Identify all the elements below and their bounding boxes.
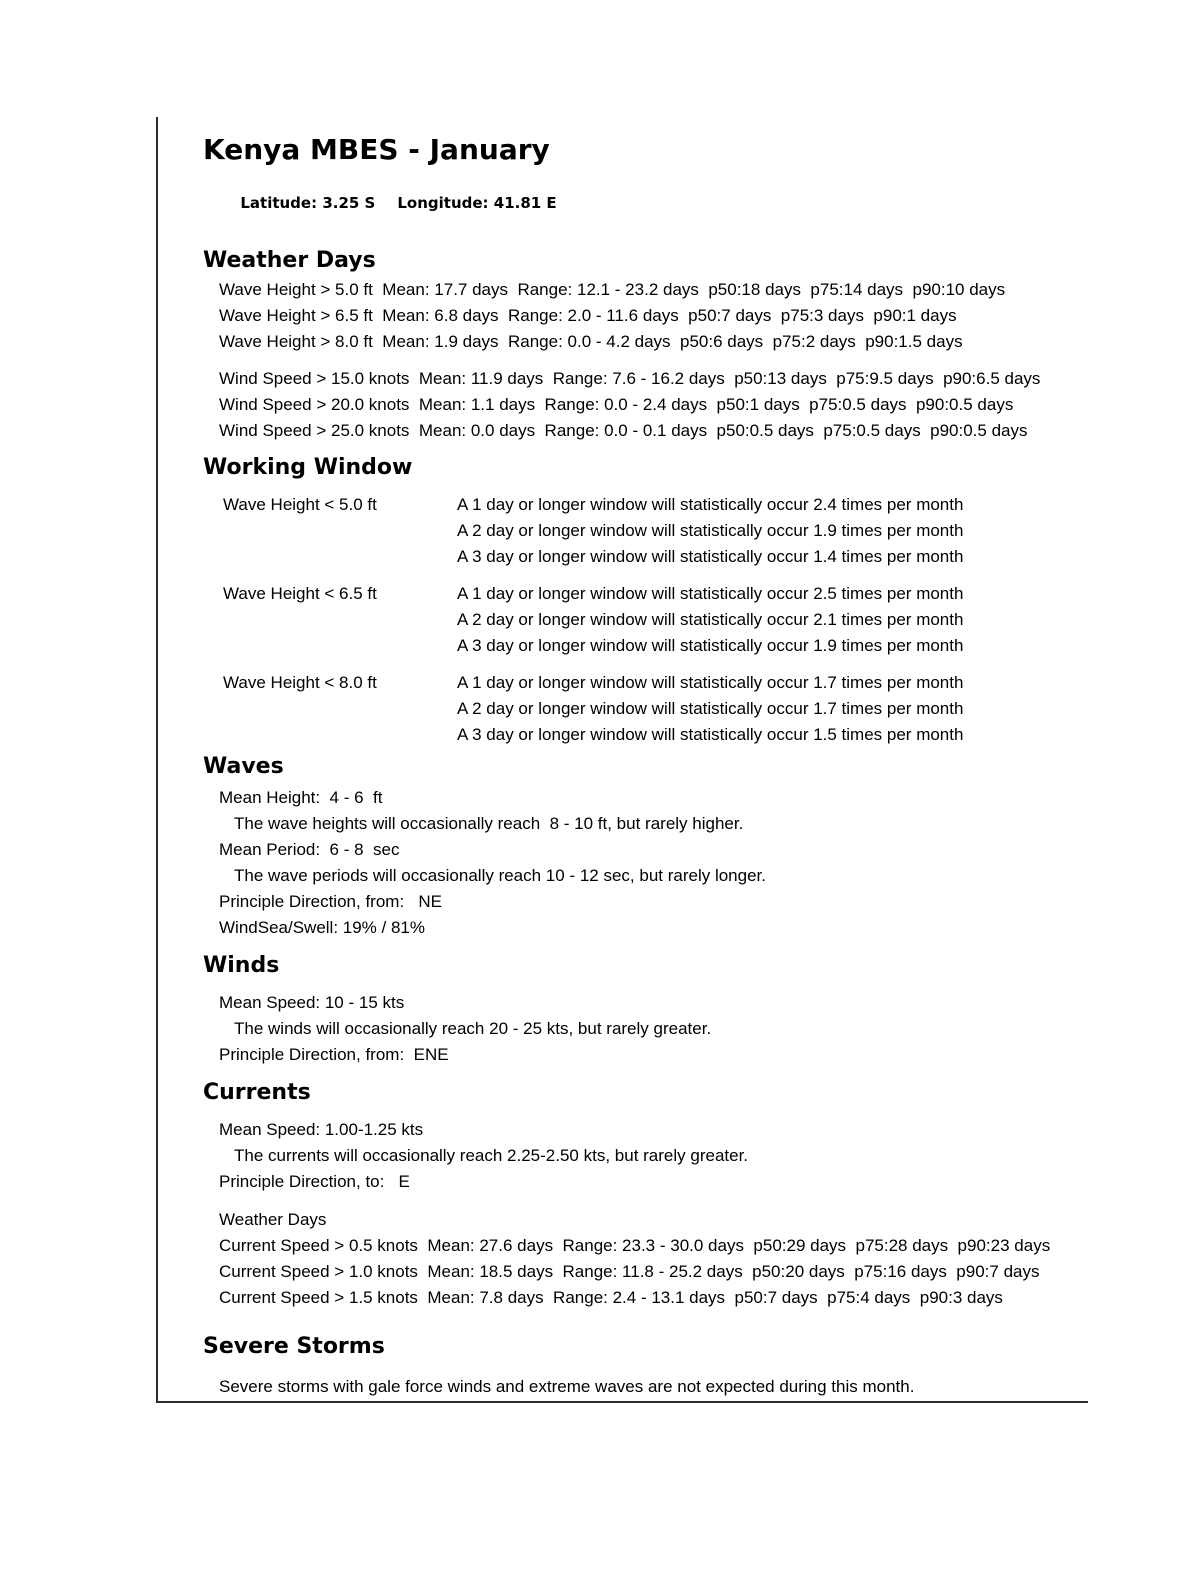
- currents-weather-days-label: Weather Days: [219, 1210, 327, 1229]
- severe-storms-text: Severe storms with gale force winds and extreme waves are not expected during this month.: [219, 1377, 915, 1396]
- winds-principle-direction: Principle Direction, from: ENE: [219, 1045, 449, 1064]
- current-speed-stat-line: Current Speed > 0.5 knots Mean: 27.6 days Range: 23.3 - 30.0 days p50:29 days p75:28 days p90:23 days: [219, 1236, 1051, 1255]
- working-window-heading: Working Window: [203, 455, 413, 480]
- working-window-stat-line: A 3 day or longer window will statistically occur 1.9 times per month: [457, 636, 964, 655]
- wind-speed-stat-line: Wind Speed > 15.0 knots Mean: 11.9 days Range: 7.6 - 16.2 days p50:13 days p75:9.5 days p90:6.5 days: [219, 369, 1041, 388]
- winds-mean-speed: Mean Speed: 10 - 15 kts: [219, 993, 405, 1012]
- wind-speed-stats: [203, 366, 1158, 444]
- currents-mean-speed: Mean Speed: 1.00-1.25 kts: [219, 1120, 424, 1139]
- waves-period-note: The wave periods will occasionally reach 10 - 12 sec, but rarely longer.: [234, 866, 766, 885]
- working-window-stat-line: A 2 day or longer window will statistically occur 2.1 times per month: [457, 610, 964, 629]
- waves-mean-height: Mean Height: 4 - 6 ft: [219, 788, 383, 807]
- working-window-group-label: Wave Height < 6.5 ft: [223, 584, 377, 603]
- winds-stats: [203, 990, 1158, 1068]
- working-window-group: [203, 581, 1158, 659]
- severe-storms-heading: Severe Storms: [203, 1334, 385, 1359]
- working-window-group-lines: [457, 581, 1158, 659]
- longitude-value: Longitude: 41.81 E: [397, 194, 557, 212]
- wind-speed-stat-line: Wind Speed > 25.0 knots Mean: 0.0 days Range: 0.0 - 0.1 days p50:0.5 days p75:0.5 days p90:0.5 days: [219, 421, 1028, 440]
- winds-speed-note: The winds will occasionally reach 20 - 25 kts, but rarely greater.: [234, 1019, 712, 1038]
- waves-height-note: The wave heights will occasionally reach 8 - 10 ft, but rarely higher.: [234, 814, 744, 833]
- working-window-stat-line: A 1 day or longer window will statistically occur 2.5 times per month: [457, 584, 964, 603]
- working-window-group-label: Wave Height < 5.0 ft: [223, 495, 377, 514]
- current-speed-stat-line: Current Speed > 1.5 knots Mean: 7.8 days Range: 2.4 - 13.1 days p50:7 days p75:4 days p90:3 days: [219, 1288, 1003, 1307]
- working-window-stat-line: A 1 day or longer window will statistically occur 2.4 times per month: [457, 495, 964, 514]
- report-content: [158, 133, 1158, 1400]
- waves-heading: Waves: [203, 754, 284, 779]
- waves-stats: [203, 785, 1158, 941]
- working-window-group: [203, 670, 1158, 748]
- working-window-stat-line: A 2 day or longer window will statistically occur 1.9 times per month: [457, 521, 964, 540]
- wave-height-stats: [203, 277, 1158, 355]
- working-window-stat-line: A 3 day or longer window will statistically occur 1.5 times per month: [457, 725, 964, 744]
- current-speed-stat-line: Current Speed > 1.0 knots Mean: 18.5 days Range: 11.8 - 25.2 days p50:20 days p75:16 days p90:7 days: [219, 1262, 1040, 1281]
- working-window-group-lines: [457, 492, 1158, 570]
- winds-heading: Winds: [203, 953, 280, 978]
- coordinates: [209, 176, 1158, 230]
- weather-days-heading: Weather Days: [203, 248, 376, 273]
- currents-principle-direction: Principle Direction, to: E: [219, 1172, 410, 1191]
- wave-height-stat-line: Wave Height > 5.0 ft Mean: 17.7 days Range: 12.1 - 23.2 days p50:18 days p75:14 days p90:10 days: [219, 280, 1006, 299]
- currents-weather-days: [203, 1207, 1158, 1311]
- working-window-stat-line: A 1 day or longer window will statistically occur 1.7 times per month: [457, 673, 964, 692]
- working-window-group-lines: [457, 670, 1158, 748]
- wave-height-stat-line: Wave Height > 8.0 ft Mean: 1.9 days Range: 0.0 - 4.2 days p50:6 days p75:2 days p90:1.5 days: [219, 332, 963, 351]
- page-title: Kenya MBES - January: [203, 133, 550, 166]
- report-page-frame: [156, 117, 1088, 1403]
- currents-heading: Currents: [203, 1080, 311, 1105]
- waves-windsea-swell: WindSea/Swell: 19% / 81%: [219, 918, 425, 937]
- currents-speed-note: The currents will occasionally reach 2.25-2.50 kts, but rarely greater.: [234, 1146, 749, 1165]
- currents-stats: [203, 1117, 1158, 1195]
- latitude-value: Latitude: 3.25 S: [240, 194, 376, 212]
- wave-height-stat-line: Wave Height > 6.5 ft Mean: 6.8 days Range: 2.0 - 11.6 days p50:7 days p75:3 days p90:1 days: [219, 306, 957, 325]
- waves-principle-direction: Principle Direction, from: NE: [219, 892, 442, 911]
- waves-mean-period: Mean Period: 6 - 8 sec: [219, 840, 400, 859]
- working-window-stat-line: A 3 day or longer window will statistically occur 1.4 times per month: [457, 547, 964, 566]
- working-window-group-label: Wave Height < 8.0 ft: [223, 673, 377, 692]
- working-window-group: [203, 492, 1158, 570]
- wind-speed-stat-line: Wind Speed > 20.0 knots Mean: 1.1 days Range: 0.0 - 2.4 days p50:1 days p75:0.5 days p90:0.5 days: [219, 395, 1014, 414]
- working-window-stat-line: A 2 day or longer window will statistically occur 1.7 times per month: [457, 699, 964, 718]
